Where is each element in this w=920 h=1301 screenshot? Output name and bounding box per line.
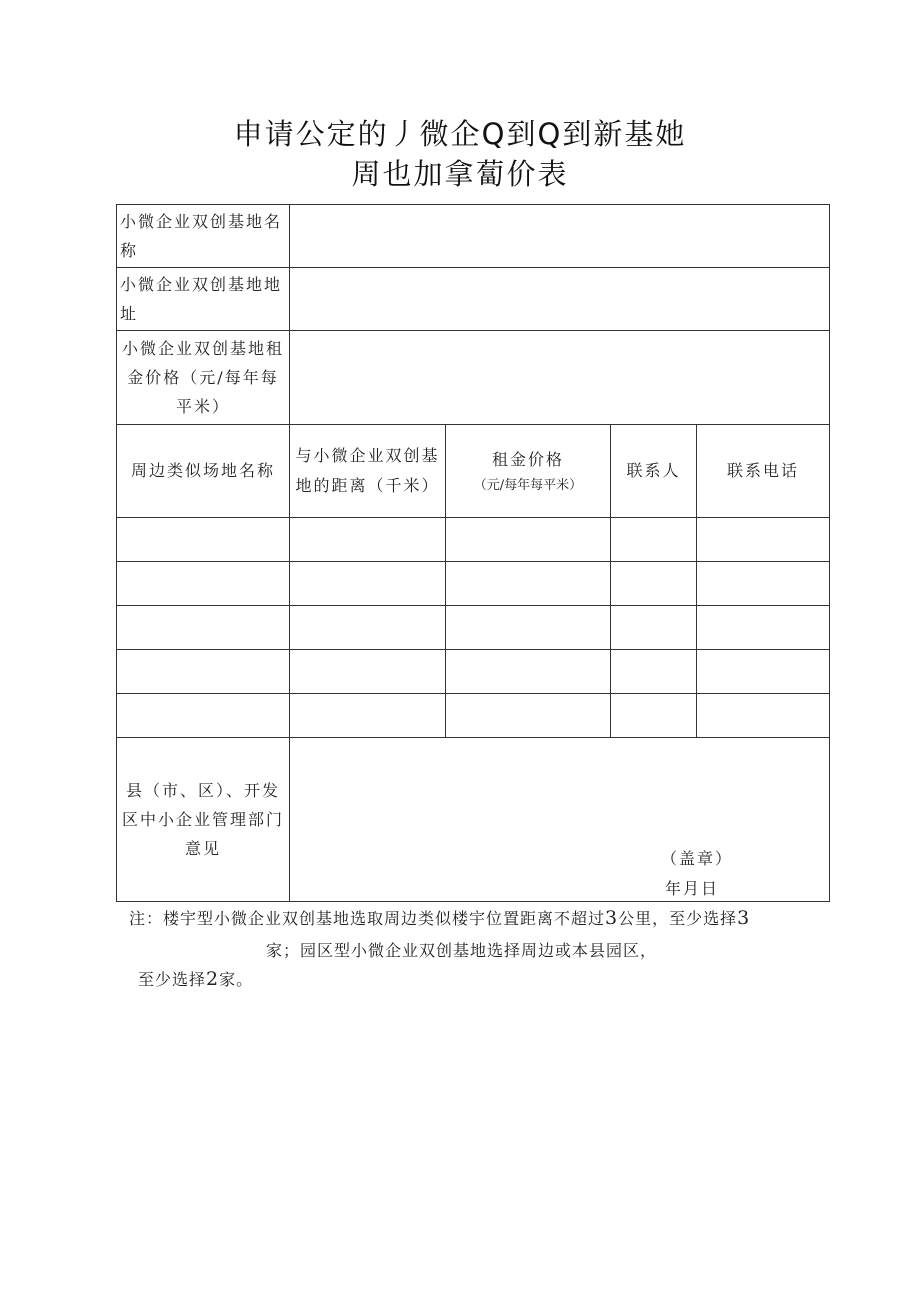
opinion-field[interactable] [290,738,830,902]
column-header-phone [697,425,830,518]
table-cell[interactable] [117,518,290,562]
base-name-label: 小微企业双创基地名称 [117,205,290,268]
base-rent-row [117,331,830,425]
application-form-table [116,204,830,902]
note-number: 3 [737,907,751,929]
note-line3-suffix: 家。 [219,970,254,989]
table-cell[interactable] [611,606,697,650]
table-cell[interactable] [290,606,446,650]
table-cell[interactable] [290,694,446,738]
note-number: 2 [206,968,220,990]
base-rent-label: 小微企业双创基地租金价格（元/每年每平米） [117,331,290,425]
seal-text: （盖章） [660,849,733,868]
table-cell[interactable] [117,562,290,606]
table-cell[interactable] [446,650,611,694]
table-cell[interactable] [290,562,446,606]
table-cell[interactable] [117,694,290,738]
table-cell[interactable] [117,650,290,694]
table-cell[interactable] [446,562,611,606]
date-text: 年月日 [664,879,719,898]
base-name-field[interactable] [290,205,830,268]
table-cell[interactable] [446,606,611,650]
note-line1 [129,906,750,929]
opinion-label: 县（市、区）、开发区中小企业管理部门意见 [117,738,290,902]
table-row [117,518,830,562]
column-header-label: 周边类似场地名称 [130,461,275,480]
note-line1-middle: 公里，至少选择 [618,909,738,928]
column-header-distance [290,425,446,518]
table-row [117,562,830,606]
table-row [117,694,830,738]
note-line2: 家；园区型小微企业双创基地选择周边或本县园区， [266,941,658,960]
column-header-label: 租金价格 [491,450,564,469]
document-title-line1: 申请公定的丿微企Q到Q到新基她 [233,117,687,151]
table-cell[interactable] [446,694,611,738]
note-number: 3 [605,907,619,929]
note-line1-prefix: 注：楼宇型小微企业双创基地选取周边类似楼宇位置距离不超过 [129,909,606,928]
table-cell[interactable] [446,518,611,562]
table-cell[interactable] [611,562,697,606]
table-cell[interactable] [697,606,830,650]
table-cell[interactable] [117,606,290,650]
column-header-unit: （元/每年每平米） [473,478,583,493]
table-cell[interactable] [697,650,830,694]
table-row [117,650,830,694]
column-header-site-name [117,425,290,518]
table-cell[interactable] [697,562,830,606]
table-cell[interactable] [697,518,830,562]
note-line3 [138,967,253,990]
column-header-rent-price [446,425,611,518]
table-cell[interactable] [290,518,446,562]
base-rent-field[interactable] [290,331,830,425]
table-cell[interactable] [611,650,697,694]
base-name-row [117,205,830,268]
table-row [117,606,830,650]
column-header-contact [611,425,697,518]
column-header-label: 与小微企业双创基地的距离（千米） [295,446,440,495]
base-address-label: 小微企业双创基地地址 [117,268,290,331]
column-header-label: 联系人 [626,461,681,480]
table-cell[interactable] [611,518,697,562]
opinion-row [117,738,830,902]
table-cell[interactable] [697,694,830,738]
column-header-label: 联系电话 [726,461,799,480]
table-cell[interactable] [611,694,697,738]
base-address-row [117,268,830,331]
table-header-row [117,425,830,518]
note-line3-prefix: 至少选择 [138,970,207,989]
document-title-line2: 周也加拿蔔价表 [351,157,569,191]
table-cell[interactable] [290,650,446,694]
base-address-field[interactable] [290,268,830,331]
